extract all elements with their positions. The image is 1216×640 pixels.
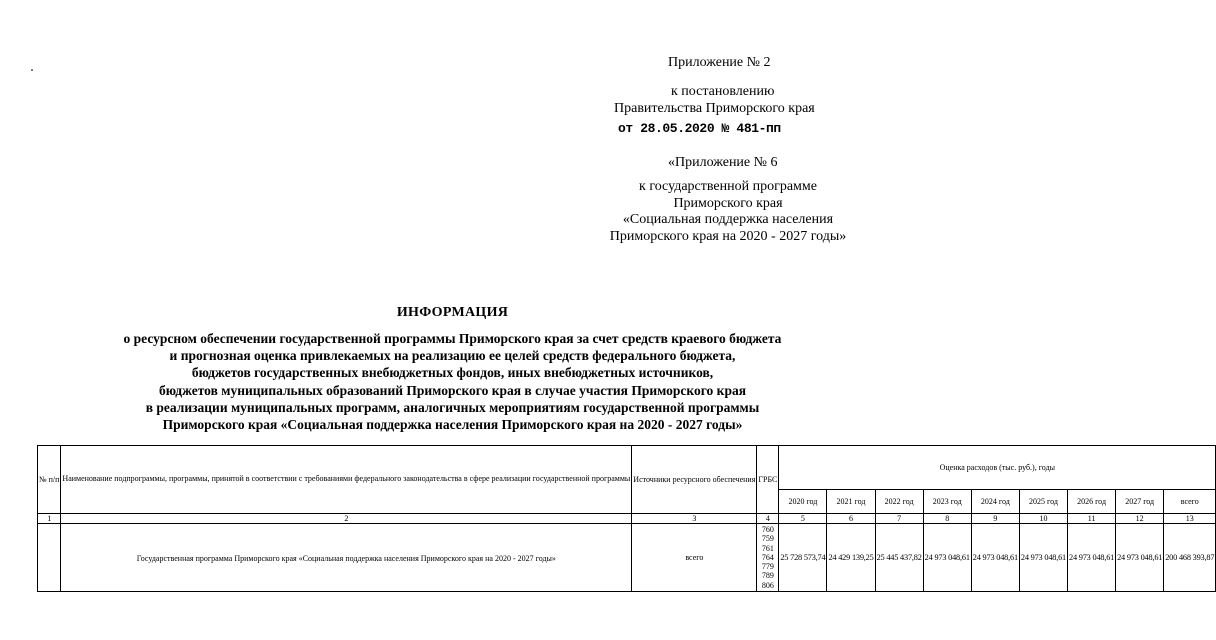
header-grbs: ГРБС xyxy=(757,446,779,514)
header-year: 2025 год xyxy=(1019,490,1067,514)
col-number: 11 xyxy=(1068,514,1116,524)
header-year: 2027 год xyxy=(1116,490,1164,514)
col-number: 12 xyxy=(1116,514,1164,524)
grbs-code: 764 xyxy=(761,552,774,562)
annex6-line1: к государственной программе xyxy=(639,179,817,194)
subtitle-line: о ресурсном обеспечении государственной программы Приморского края за счет средств краевого бюджета xyxy=(123,331,782,346)
value-2027: 24 973 048,61 xyxy=(1116,524,1164,592)
value-2024: 24 973 048,61 xyxy=(971,524,1019,592)
grbs-code: 759 xyxy=(761,534,774,544)
value-2021: 24 429 139,25 xyxy=(827,524,875,592)
header-source: Источники ресурсного обеспечения xyxy=(632,446,757,514)
col-number: 4 xyxy=(757,514,779,524)
value-2022: 25 445 437,82 xyxy=(875,524,923,592)
annex6-block xyxy=(594,179,862,245)
col-number: 8 xyxy=(923,514,971,524)
resource-table xyxy=(37,445,1216,592)
annex2-line1: к постановлению xyxy=(671,84,775,99)
header-year: 2024 год xyxy=(971,490,1019,514)
subtitle-line: бюджетов государственных внебюджетных фондов, иных внебюджетных источников, xyxy=(191,365,714,381)
row-source: всего xyxy=(632,524,757,592)
row-num xyxy=(38,524,61,592)
col-number: 6 xyxy=(827,514,875,524)
value-2026: 24 973 048,61 xyxy=(1068,524,1116,592)
value-2020: 25 728 573,74 xyxy=(779,524,827,592)
annex6-line3: «Социальная поддержка населения xyxy=(622,212,834,227)
annex2-title: Приложение № 2 xyxy=(668,55,771,70)
header-year: 2026 год xyxy=(1068,490,1116,514)
value-total: 200 468 393,87 xyxy=(1164,524,1216,592)
col-number: 13 xyxy=(1164,514,1216,524)
col-number: 10 xyxy=(1019,514,1067,524)
subtitle-line: Приморского края «Социальная поддержка населения Приморского края на 2020 - 2027 годы» xyxy=(162,417,743,433)
header-num: № п/п xyxy=(38,446,61,514)
annex6-line4: Приморского края на 2020 - 2027 годы» xyxy=(609,228,847,244)
header-year: 2022 год xyxy=(875,490,923,514)
header-estimate: Оценка расходов (тыс. руб.), годы xyxy=(779,446,1216,490)
header-total: всего xyxy=(1164,490,1216,514)
row-program-name: Государственная программа Приморского края «Социальная поддержка населения Приморского края на 2020 - 2027 годы» xyxy=(61,524,632,592)
document-title: ИНФОРМАЦИЯ xyxy=(396,305,509,320)
subtitle-line: в реализации муниципальных программ, аналогичных мероприятиям государственной программы xyxy=(145,399,760,415)
col-number: 2 xyxy=(61,514,632,524)
col-number: 5 xyxy=(779,514,827,524)
annex6-title: «Приложение № 6 xyxy=(668,155,778,170)
row-grbs xyxy=(757,524,779,592)
grbs-code: 779 xyxy=(761,562,774,572)
document-subtitle xyxy=(0,330,905,433)
header-name: Наименование подпрограммы, программы, принятой в соответствии с требованиями федерального законодательства в сфере реализации государственной программы xyxy=(61,446,632,514)
table-row xyxy=(38,524,1216,592)
annex2-date-line: от 28.05.2020 № 481-пп xyxy=(618,121,781,136)
value-2025: 24 973 048,61 xyxy=(1019,524,1067,592)
col-number: 7 xyxy=(875,514,923,524)
value-2023: 24 973 048,61 xyxy=(923,524,971,592)
col-number: 9 xyxy=(971,514,1019,524)
col-number: 3 xyxy=(632,514,757,524)
col-number: 1 xyxy=(38,514,61,524)
header-year: 2020 год xyxy=(779,490,827,514)
scan-speck xyxy=(31,69,33,71)
annex6-line2: Приморского края xyxy=(673,195,783,211)
grbs-code: 789 xyxy=(761,571,774,581)
subtitle-line: бюджетов муниципальных образований Приморского края в случае участия Приморского края xyxy=(159,382,746,398)
grbs-code: 760 xyxy=(761,524,774,534)
subtitle-line: и прогнозная оценка привлекаемых на реализацию ее целей средств федерального бюджета, xyxy=(169,348,736,364)
header-year: 2023 год xyxy=(923,490,971,514)
grbs-code: 806 xyxy=(761,580,774,590)
annex2-line2: Правительства Приморского края xyxy=(614,101,815,116)
grbs-code: 761 xyxy=(761,543,774,553)
header-year: 2021 год xyxy=(827,490,875,514)
